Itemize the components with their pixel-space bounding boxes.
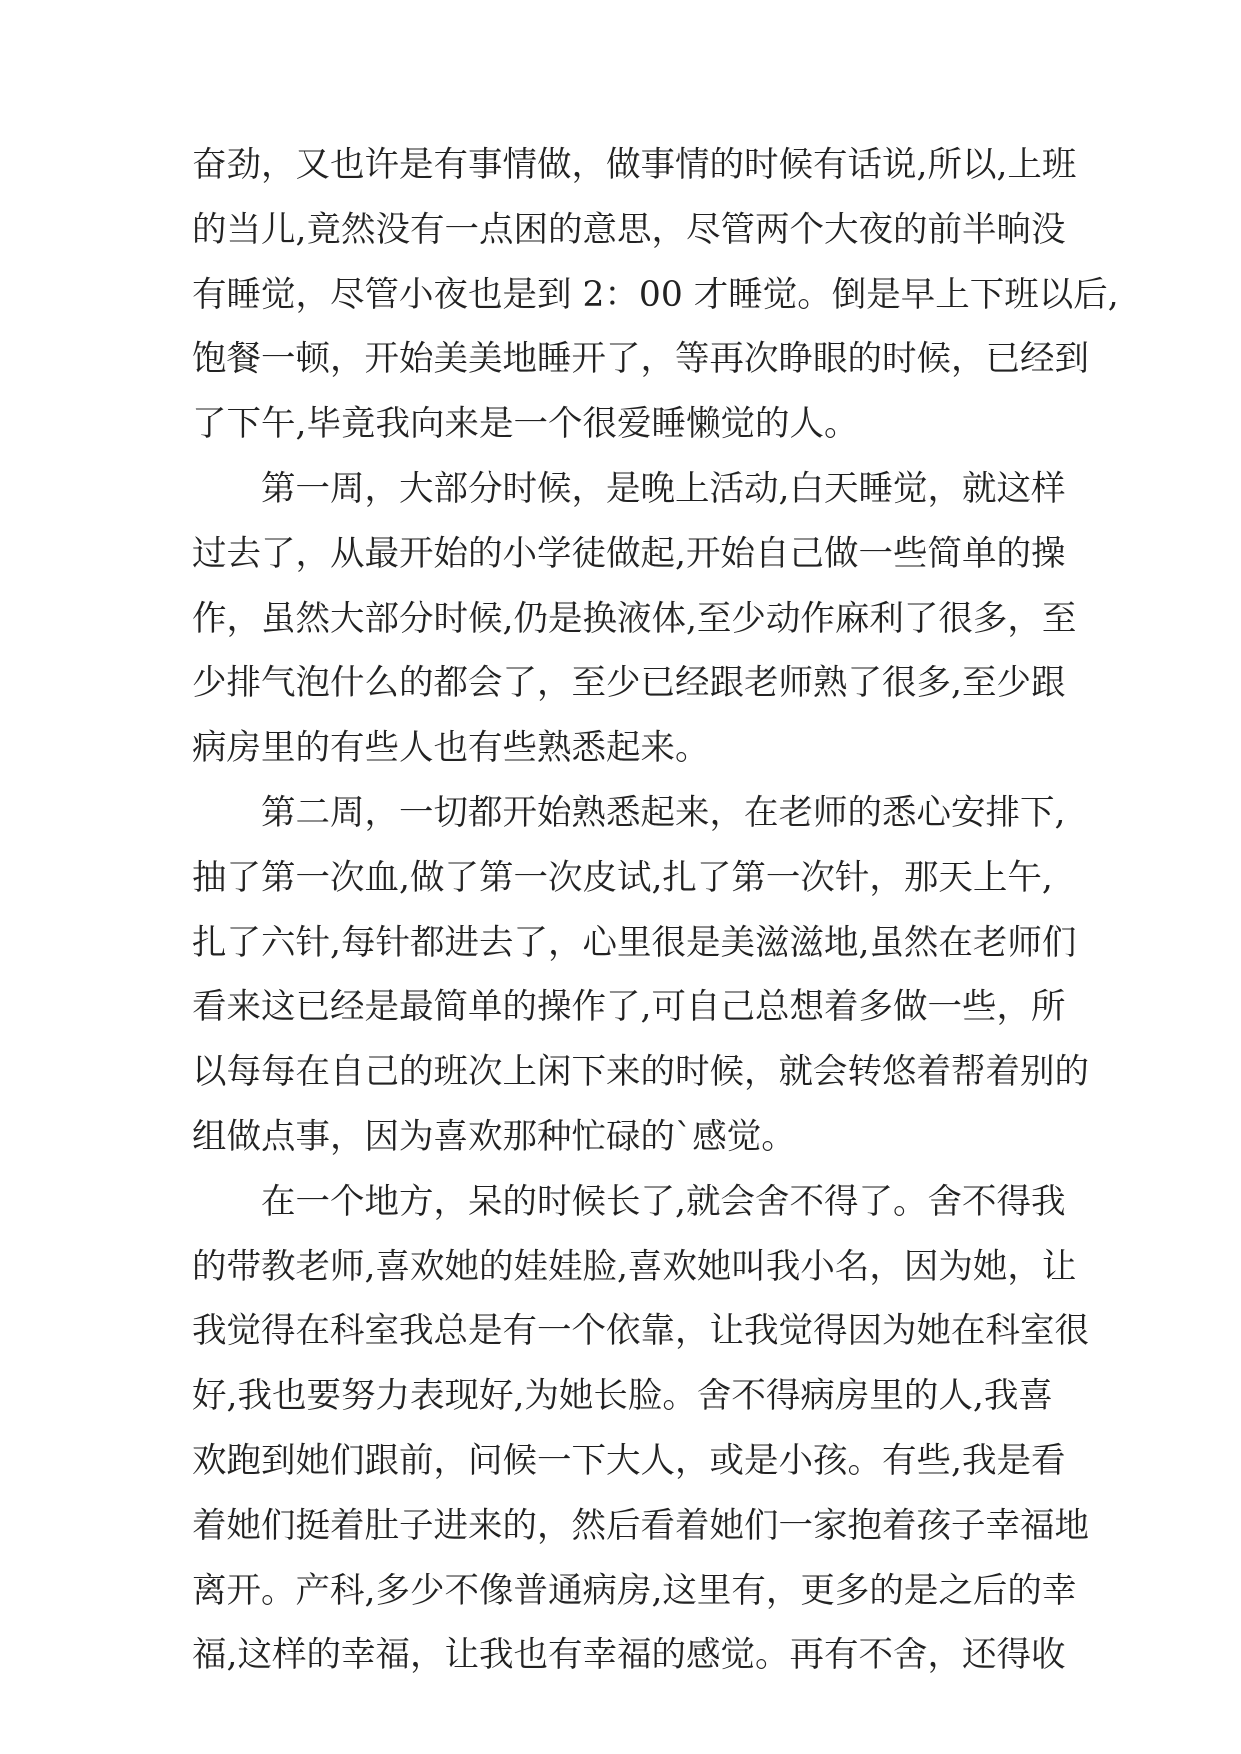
text-line: 我觉得在科室我总是有一个依靠，让我觉得因为她在科室很 <box>192 1311 1089 1352</box>
text-line: 欢跑到她们跟前，问候一下大人，或是小孩。有些,我是看 <box>192 1440 1066 1481</box>
text-line: 第二周，一切都开始熟悉起来，在老师的悉心安排下, <box>192 792 1066 833</box>
text-line: 少排气泡什么的都会了，至少已经跟老师熟了很多,至少跟 <box>192 663 1066 704</box>
document-body <box>192 133 1119 1688</box>
text-line: 有睡觉，尽管小夜也是到 2：00 才睡觉。倒是早上下班以后, <box>192 274 1119 315</box>
text-line: 的当儿,竟然没有一点困的意思，尽管两个大夜的前半晌没 <box>192 209 1066 250</box>
text-line: 抽了第一次血,做了第一次皮试,扎了第一次针，那天上午, <box>192 857 1053 898</box>
text-line: 扎了六针,每针都进去了，心里很是美滋滋地,虽然在老师们 <box>192 922 1077 963</box>
text-line: 组做点事，因为喜欢那种忙碌的`感觉。 <box>192 1116 796 1157</box>
text-line: 奋劲，又也许是有事情做，做事情的时候有话说,所以,上班 <box>192 145 1077 185</box>
text-line: 福,这样的幸福，让我也有幸福的感觉。再有不舍，还得收 <box>192 1635 1066 1676</box>
text-line: 作，虽然大部分时候,仍是换液体,至少动作麻利了很多，至 <box>192 598 1077 639</box>
text-line: 饱餐一顿，开始美美地睡开了，等再次睁眼的时候，已经到 <box>192 339 1089 380</box>
text-line: 看来这已经是最简单的操作了,可自己总想着多做一些，所 <box>192 987 1066 1028</box>
text-line: 离开。产科,多少不像普通病房,这里有，更多的是之后的幸 <box>192 1570 1077 1611</box>
text-line: 的带教老师,喜欢她的娃娃脸,喜欢她叫我小名，因为她，让 <box>192 1246 1077 1287</box>
text-line: 以每每在自己的班次上闲下来的时候，就会转悠着帮着别的 <box>192 1052 1089 1093</box>
text-line: 了下午,毕竟我向来是一个很爱睡懒觉的人。 <box>192 404 859 445</box>
text-line: 病房里的有些人也有些熟悉起来。 <box>192 728 710 769</box>
text-line: 第一周，大部分时候，是晚上活动,白天睡觉，就这样 <box>192 468 1066 509</box>
text-line: 好,我也要努力表现好,为她长脸。舍不得病房里的人,我喜 <box>192 1376 1053 1417</box>
text-line: 过去了，从最开始的小学徒做起,开始自己做一些简单的操 <box>192 533 1066 574</box>
text-line: 着她们挺着肚子进来的，然后看着她们一家抱着孩子幸福地 <box>192 1505 1089 1546</box>
text-line: 在一个地方，呆的时候长了,就会舍不得了。舍不得我 <box>192 1181 1066 1222</box>
